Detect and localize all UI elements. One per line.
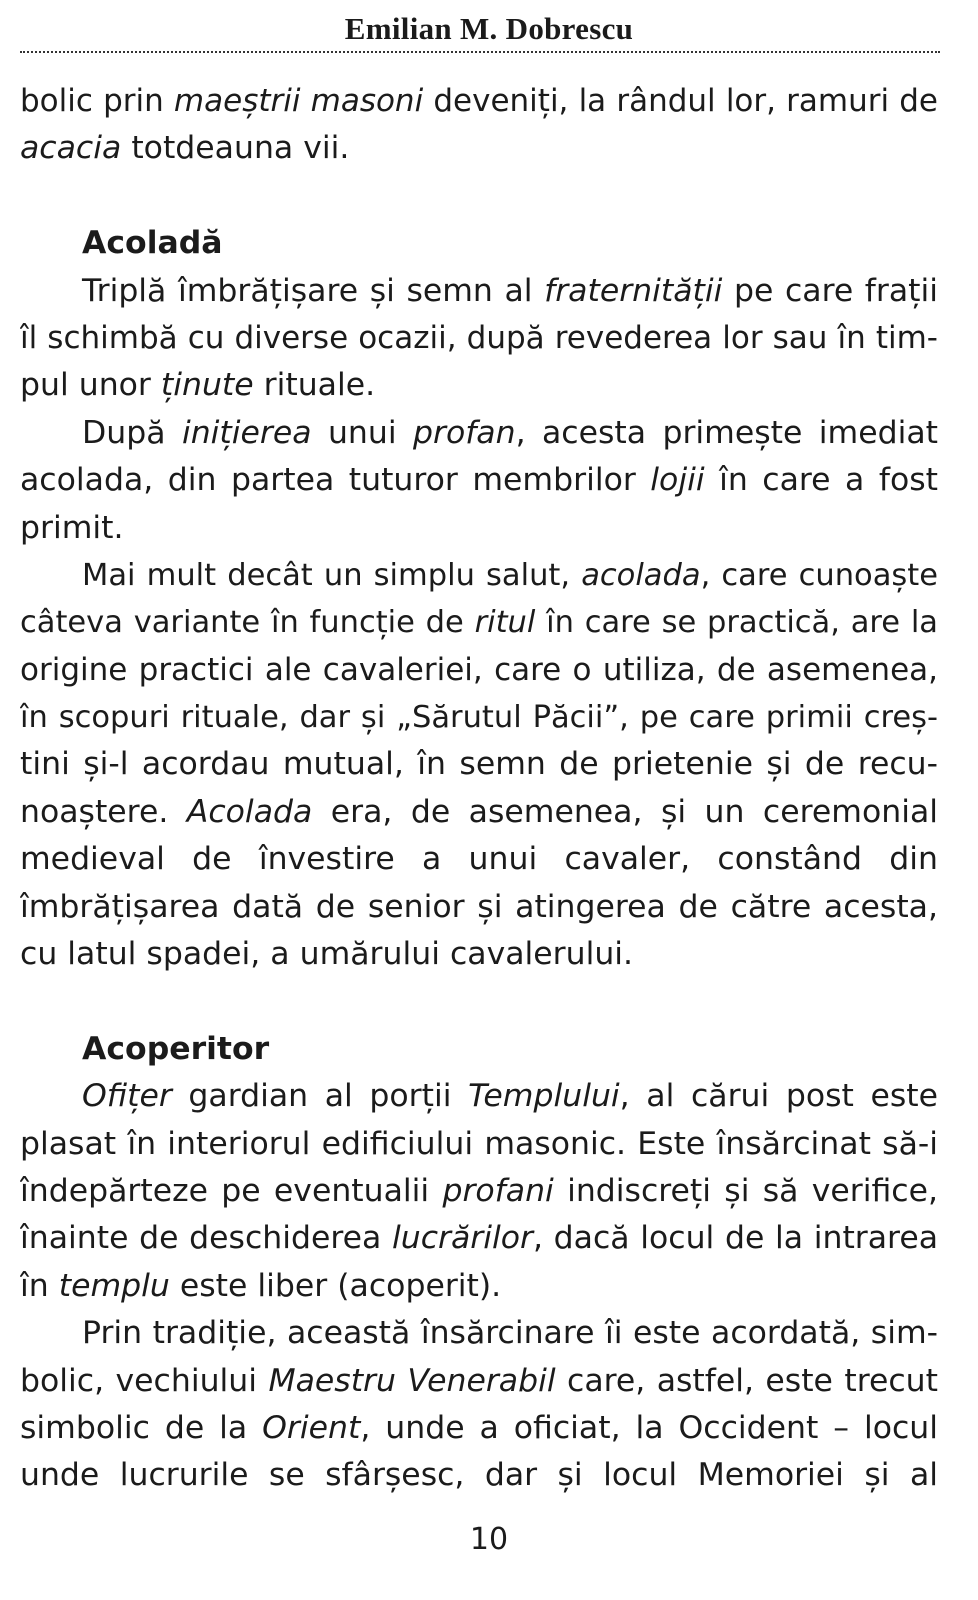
text-line	[20, 1215, 938, 1262]
text-run: unde lucrurile se sfârșesc, dar și locul Memoriei și al	[20, 1457, 938, 1494]
text-run: în care se practică, are la	[535, 605, 938, 641]
italic-term: maeștrii masoni	[173, 83, 424, 119]
dictionary-term-heading: Acoladă	[82, 225, 223, 262]
italic-term: Ofițer	[82, 1078, 172, 1115]
text-run: unui	[311, 414, 413, 451]
text-line	[20, 694, 938, 741]
text-run: pe care frații	[722, 272, 938, 309]
text-line	[20, 836, 938, 883]
text-run: Triplă îmbrățișare și semn al	[82, 272, 545, 309]
text-run: deveniți, la rândul lor, ramuri de	[423, 83, 938, 119]
text-run: totdeauna vii.	[121, 130, 350, 167]
text-line	[20, 1358, 938, 1405]
text-run: gardian al porții	[171, 1078, 469, 1115]
italic-term: inițierea	[181, 414, 312, 451]
text-run: , al cărui post este	[619, 1078, 938, 1115]
text-line	[20, 315, 938, 362]
text-line	[20, 1263, 938, 1310]
text-run: , unde a oficiat, la Occident – locul	[360, 1409, 938, 1446]
text-run: era, de asemenea, și un ceremonial	[312, 793, 938, 830]
text-run: noaștere.	[20, 793, 187, 830]
italic-term: Templului	[468, 1078, 620, 1115]
italic-term: templu	[58, 1267, 170, 1304]
text-run: Mai mult decât un simplu salut,	[82, 557, 582, 593]
text-run: , acesta primește imediat	[515, 414, 938, 451]
text-line	[20, 552, 938, 599]
text-run: primit.	[20, 509, 124, 546]
dictionary-term-heading: Acoperitor	[82, 1030, 270, 1067]
italic-term: acolada	[581, 557, 701, 593]
text-run: tini și-l acordau mutual, în semn de prietenie și de recu-	[20, 746, 938, 783]
text-line	[20, 884, 938, 931]
text-line	[20, 268, 938, 315]
text-line	[20, 125, 938, 172]
text-run: în care a fost	[704, 462, 938, 499]
text-line	[20, 1310, 938, 1357]
italic-term: profani	[442, 1172, 554, 1209]
text-run: , dacă locul de la intrarea	[532, 1220, 938, 1257]
text-line	[20, 1405, 938, 1452]
text-run: rituale.	[253, 367, 376, 404]
text-line	[20, 1073, 938, 1120]
text-line	[20, 457, 938, 504]
italic-term: Orient	[262, 1409, 361, 1446]
text-line	[20, 1168, 938, 1215]
text-run: origine practici ale cavaleriei, care o utiliza, de asemenea,	[20, 651, 938, 688]
italic-term: ritul	[474, 605, 536, 641]
page-number: 10	[469, 1522, 509, 1557]
text-run: bolic, vechiului	[20, 1362, 269, 1399]
text-line	[20, 789, 938, 836]
text-line	[20, 741, 938, 788]
text-run: îl schimbă cu diverse ocazii, după revederea lor sau în tim-	[20, 319, 938, 356]
text-run: care, astfel, este trecut	[555, 1362, 938, 1399]
text-run: îmbrățișarea dată de senior și atingerea de către acesta,	[20, 888, 938, 925]
italic-term: Maestru Venerabil	[268, 1362, 556, 1399]
italic-term: Acolada	[186, 793, 313, 830]
text-run: bolic prin	[20, 83, 174, 119]
text-line	[20, 505, 938, 552]
entry-spacer	[20, 173, 938, 220]
italic-term: ținute	[160, 367, 254, 404]
text-line	[20, 1452, 938, 1499]
italic-term: profan	[413, 414, 516, 451]
text-run: pul unor	[20, 367, 161, 404]
text-run: plasat în interiorul edificiului masonic. Este însărcinat să-i	[20, 1125, 938, 1162]
entry-spacer	[20, 978, 938, 1025]
text-run: înainte de deschiderea	[20, 1220, 392, 1257]
italic-term: fraternității	[544, 272, 723, 309]
text-line	[20, 78, 938, 125]
text-run: este liber (acoperit).	[169, 1267, 502, 1304]
body-text	[20, 78, 938, 1500]
text-run: simbolic de la	[20, 1409, 263, 1446]
text-line	[20, 362, 938, 409]
text-line	[20, 599, 938, 646]
italic-term: acacia	[20, 130, 122, 167]
text-run: în scopuri rituale, dar și „Sărutul Păcii”, pe care primii creș-	[20, 700, 938, 736]
text-line	[20, 1121, 938, 1168]
text-run: acolada, din partea tuturor membrilor	[20, 462, 651, 499]
text-line	[20, 647, 938, 694]
text-run: câteva variante în funcție de	[20, 605, 475, 641]
text-run: , care cunoaște	[700, 557, 938, 593]
text-run: îndepărteze pe eventualii	[20, 1172, 443, 1209]
text-line	[20, 931, 938, 978]
text-run: Prin tradiție, această însărcinare îi este acordată, sim-	[82, 1315, 938, 1352]
italic-term: lucrărilor	[392, 1220, 533, 1257]
text-run: După	[82, 414, 182, 451]
text-run: în	[20, 1267, 59, 1304]
text-run: indiscreți și să verifice,	[553, 1172, 938, 1209]
text-run: cu latul spadei, a umărului cavalerului.	[20, 936, 634, 973]
text-run: medieval de învestire a unui cavaler, constând din	[20, 841, 938, 878]
text-line	[20, 410, 938, 457]
running-header-author: Emilian M. Dobrescu	[344, 11, 634, 46]
header-dotted-rule	[20, 51, 940, 53]
italic-term: lojii	[650, 462, 705, 499]
